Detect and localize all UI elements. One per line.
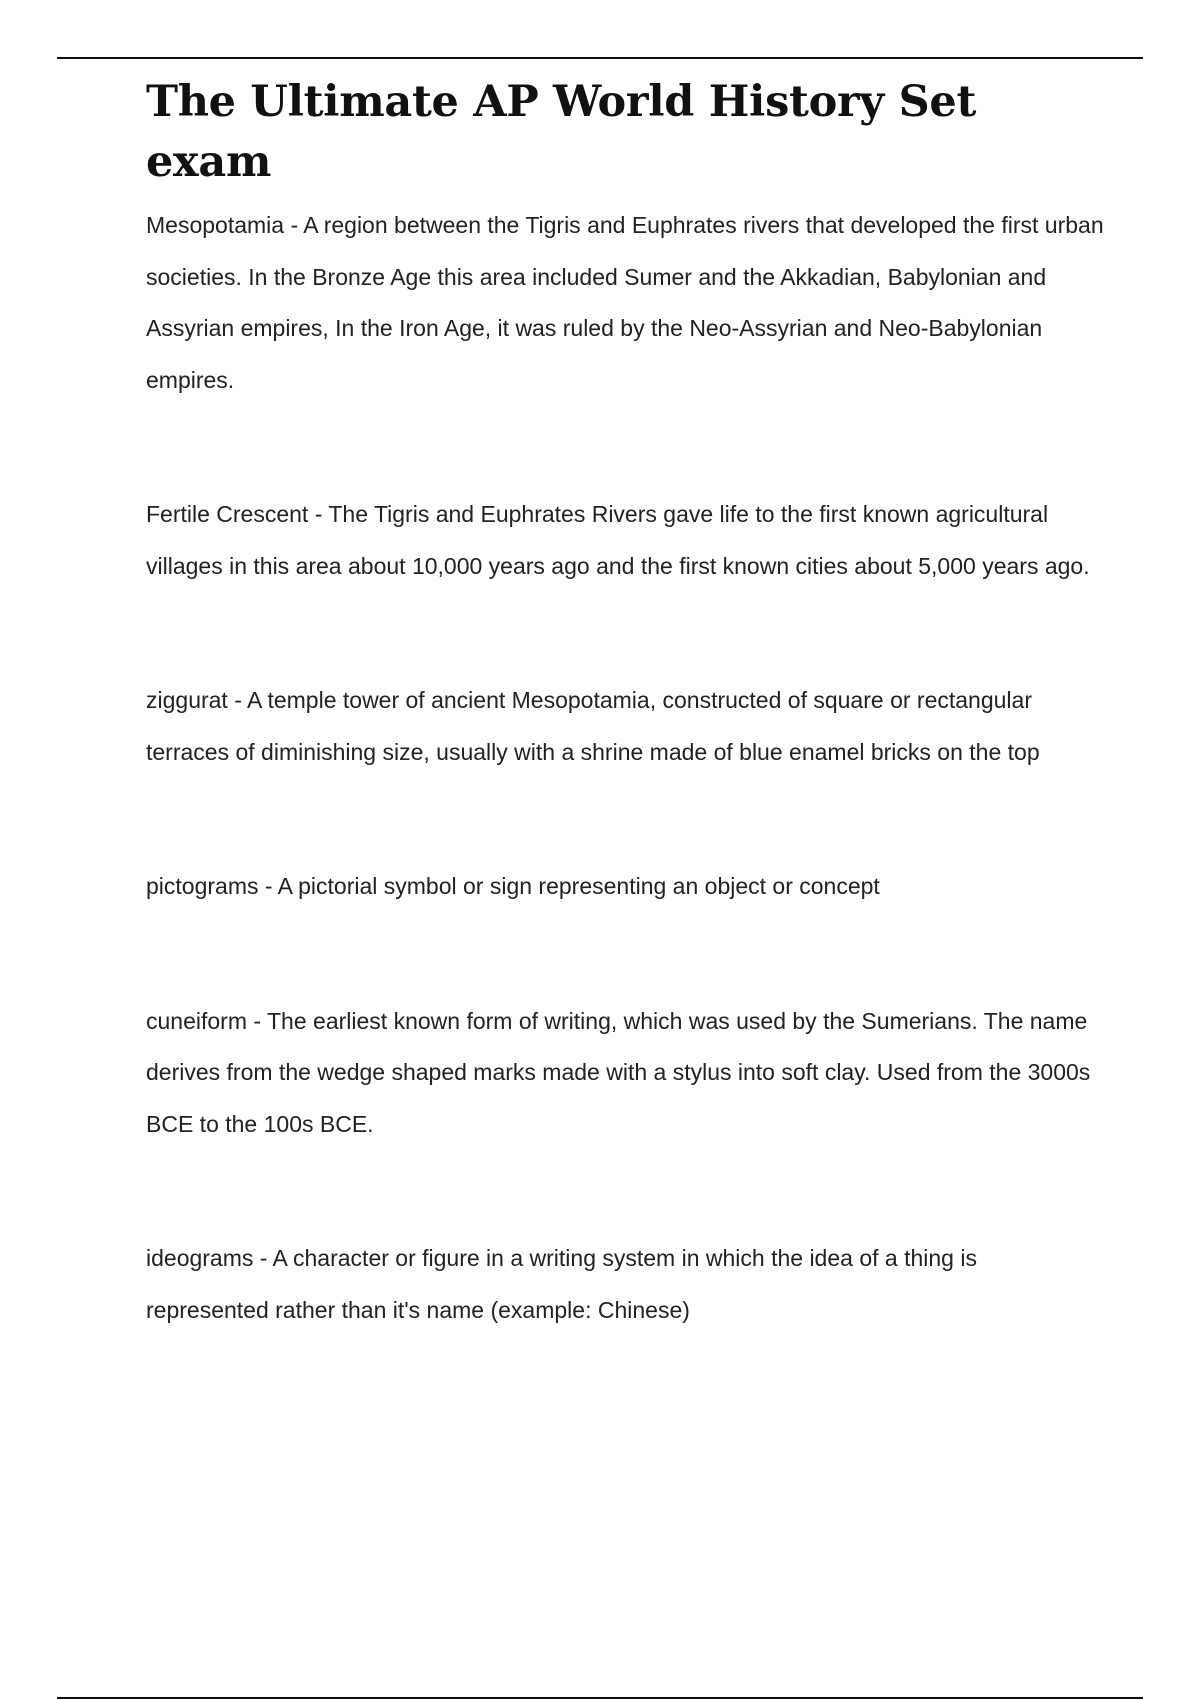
term-entry-ideograms: ideograms - A character or figure in a writing system in which the idea of a thing is represented rather than it's name (example: Chinese) bbox=[146, 1245, 977, 1323]
term-entry-cuneiform: cuneiform - The earliest known form of writing, which was used by the Sumerians. The name derives from the wedge shaped marks made with a stylus into soft clay. Used from the 3000s BCE to the 100s BCE. bbox=[146, 1007, 1091, 1137]
term-list bbox=[146, 200, 1106, 1336]
term-entry-fertile-crescent: Fertile Crescent - The Tigris and Euphrates Rivers gave life to the first known agricultural villages in this area about 10,000 years ago and the first known cities about 5,000 years ago. bbox=[146, 501, 1090, 579]
term-entry-ziggurat: ziggurat - A temple tower of ancient Mesopotamia, constructed of square or rectangular terraces of diminishing size, usually with a shrine made of blue enamel bricks on the top bbox=[146, 687, 1040, 765]
document-title: The Ultimate AP World History Set exam bbox=[146, 77, 977, 187]
term-entry-pictograms: pictograms - A pictorial symbol or sign representing an object or concept bbox=[146, 873, 880, 899]
bottom-divider bbox=[57, 1697, 1143, 1699]
document-body bbox=[146, 72, 1106, 1419]
top-divider bbox=[57, 57, 1143, 59]
term-entry-mesopotamia: Mesopotamia - A region between the Tigris and Euphrates rivers that developed the first urban societies. In the Bronze Age this area included Sumer and the Akkadian, Babylonian and Assyrian empires, In the Iron Age, it was ruled by the Neo-Assyrian and Neo-Babylonian empires. bbox=[146, 212, 1104, 393]
